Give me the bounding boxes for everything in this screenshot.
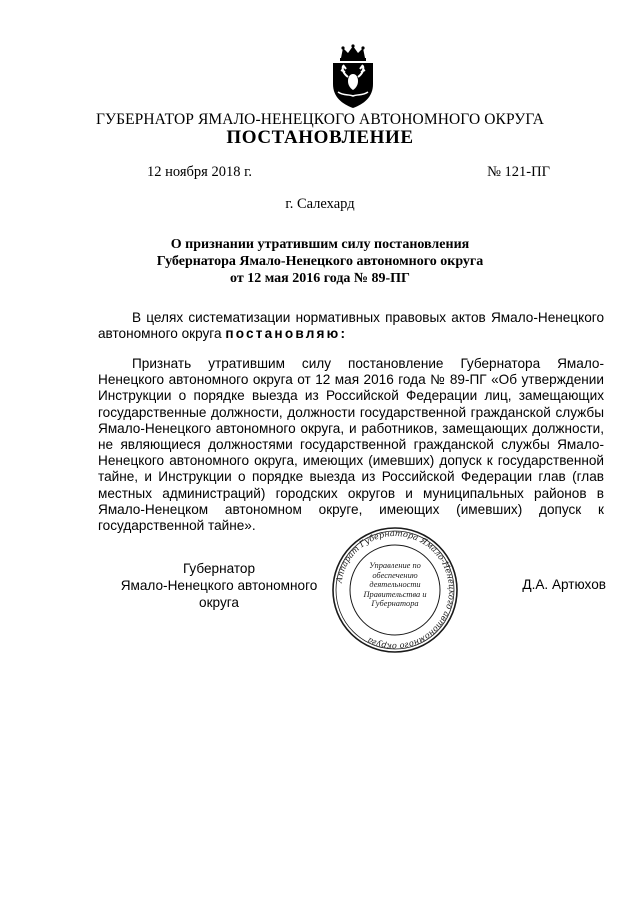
document-number: № 121-ПГ	[487, 164, 550, 180]
document-city: г. Салехард	[285, 196, 355, 212]
document-date: 12 ноября 2018 г.	[147, 164, 253, 180]
title-line: О признании утратившим силу постановления	[170, 237, 470, 252]
title-line: Губернатора Ямало-Ненецкого автономного округа	[156, 254, 484, 269]
decree-paragraph: Признать утратившим силу постановление Губернатора Ямало-Ненецкого автономного округа от 12 мая 2016 года № 89-ПГ «Об утверждении Инструкции о порядке выезда из Российской Федерации лиц, замещающих государственные должности, должности государственной гражданской службы Ямало-Ненецкого автономного округа, и работников, замещающих должности, не являющиеся должностями государственной гражданской службы Ямало-Ненецкого автономного округа, имеющих (имевших) допуск к государственной тайне, и Инструкции о порядке выезда из Российской Федерации глав (глав местных администраций) городских округов и муниципальных районов в Ямало-Ненецком автономном округе, имеющих (имевших) допуск к государственной тайне».	[98, 356, 604, 534]
signatory-name: Д.А. Артюхов	[522, 577, 606, 592]
signatory-title-line: Ямало-Ненецкого автономного округа	[120, 578, 318, 610]
decree-keyword: постановляю:	[225, 326, 348, 342]
coat-of-arms-icon	[326, 44, 380, 110]
signatory-title	[103, 560, 335, 611]
official-stamp	[330, 525, 460, 655]
preamble-paragraph	[98, 310, 604, 342]
signatory-title-line: Губернатор	[182, 561, 256, 576]
document-type: ПОСТАНОВЛЕНИЕ	[226, 127, 414, 148]
stamp-center-text: Управление по обеспечению деятельности Правительства и Губернатора	[363, 561, 427, 609]
title-line: от 12 мая 2016 года № 89-ПГ	[230, 271, 410, 286]
organization-name: ГУБЕРНАТОР ЯМАЛО-НЕНЕЦКОГО АВТОНОМНОГО ОКРУГА	[95, 111, 545, 128]
stamp-ring-text: Аппарат Губернатора Ямало-Ненецкого автономного округа	[333, 527, 458, 653]
document-title	[0, 236, 640, 287]
preamble-text: В целях систематизации нормативных правовых актов Ямало-Ненецкого автономного округа	[98, 310, 604, 342]
